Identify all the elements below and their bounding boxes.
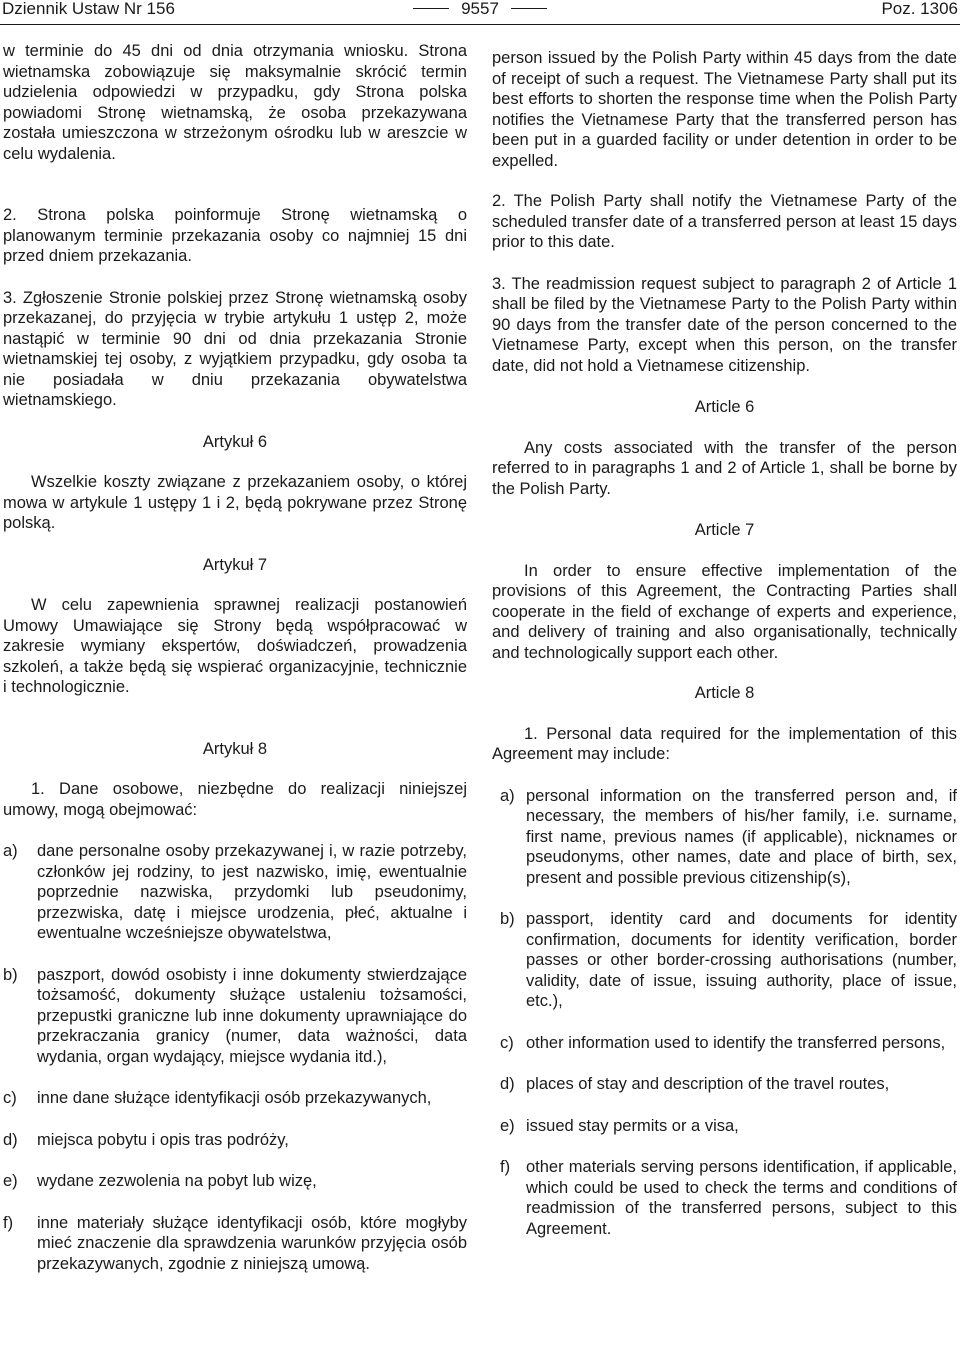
- pl-list-text: inne dane służące identyfikacji osób przekazywanych,: [37, 1089, 432, 1107]
- pl-list-item: [3, 1130, 467, 1151]
- en-list-item: [492, 1157, 957, 1239]
- dash-right: [511, 8, 547, 9]
- pl-list-marker: d): [3, 1130, 18, 1149]
- pl-list-text: paszport, dowód osobisty i inne dokumenty stwierdzające tożsamość, dokumenty służące ustaleniu tożsamości, przepustki graniczne lub inne dokumenty uprawniające do przekraczania granicy (numer, data ważności, data wydania, organ wydający, miejsce wydania itd.),: [37, 965, 467, 1066]
- en-list-marker: a): [500, 786, 515, 805]
- pl-paragraph-1: w terminie do 45 dni od dnia otrzymania wniosku. Strona wietnamska zobowiązuje się maksymalnie skrócić termin udzielenia odpowiedzi w przypadku, gdy Strona polska powiadomi Stronę wietnamską, że osoba przekazywana została umieszczona w strzeżonym ośrodku lub w areszcie w celu wydalenia.: [3, 42, 467, 163]
- en-list-item: [492, 786, 957, 889]
- pl-paragraph-2: 2. Strona polska poinformuje Stronę wietnamską o planowanym terminie przekazania osoby co najmniej 15 dni przed dniem przekazania.: [3, 206, 467, 265]
- pl-list-item: [3, 1213, 467, 1275]
- en-article-6-heading: Article 6: [694, 398, 755, 416]
- pl-list-item: [3, 841, 467, 944]
- english-column: [492, 37, 957, 1239]
- en-list-text: other materials serving persons identification, if applicable, which could be used to check the terms and conditions of readmission of the transferred persons, subject to this Agreement.: [526, 1158, 957, 1238]
- pl-list-item: [3, 965, 467, 1068]
- polish-column: [3, 37, 467, 1274]
- pl-list-item: [3, 1171, 467, 1192]
- en-paragraph-1: person issued by the Polish Party within 45 days from the date of receipt of such a request. The Vietnamese Party shall put its best efforts to shorten the response time when the Polish Party notifies the Vietnamese Party that the transferred person has been put in a guarded facility or under detention in order to be expelled.: [492, 49, 957, 170]
- pl-list-text: wydane zezwolenia na pobyt lub wizę,: [37, 1172, 317, 1190]
- position-number: Poz. 1306: [881, 0, 958, 18]
- en-list-marker: e): [500, 1116, 515, 1135]
- pl-list-item: [3, 1088, 467, 1109]
- en-list-text: places of stay and description of the travel routes,: [526, 1075, 890, 1093]
- en-article-8-heading: Article 8: [694, 684, 755, 702]
- en-list-item: [492, 1033, 957, 1054]
- en-article-6-text: Any costs associated with the transfer of the person referred to in paragraphs 1 and 2 of Article 1, shall be borne by the Polish Party.: [492, 438, 957, 498]
- pl-list-marker: b): [3, 965, 18, 984]
- en-list-text: passport, identity card and documents for identity confirmation, documents for identity verification, border passes or other border-crossing authorisations (number, validity, date of issue, issuing authority, place of issue, etc.),: [526, 910, 957, 1010]
- pl-article-8-heading: Artykuł 8: [202, 739, 268, 758]
- en-list-text: personal information on the transferred person and, if necessary, the members of his/her family, i.e. surname, first name, previous names (if applicable), nicknames or pseudonyms, other names, date and place of birth, sex, present and possible previous citizenship(s),: [526, 786, 957, 887]
- journal-title: Dziennik Ustaw Nr 156: [2, 0, 175, 18]
- page-number: 9557: [461, 0, 499, 18]
- pl-list-text: miejsca pobytu i opis tras podróży,: [37, 1130, 289, 1149]
- pl-article-8-intro: 1. Dane osobowe, niezbędne do realizacji niniejszej umowy, mogą obejmować:: [3, 780, 467, 819]
- pl-list-marker: e): [3, 1172, 18, 1190]
- en-paragraph-3: 3. The readmission request subject to paragraph 2 of Article 1 shall be filed by the Vietnamese Party to the Polish Party within 90 days from the transfer date of the person concerned to the Vietnamese Party, except when this person, on the transfer date, did not hold a Vietnamese citizenship.: [492, 274, 957, 375]
- en-list-item: [492, 1116, 957, 1137]
- en-list-text: issued stay permits or a visa,: [526, 1116, 739, 1135]
- en-list-marker: f): [500, 1158, 511, 1176]
- pl-article-7-text: W celu zapewnienia sprawnej realizacji postanowień Umowy Umawiające się Strony będą współpracować w zakresie wymiany ekspertów, doświadczeń, prowadzenia szkoleń, a także będą się wspierać organizacyjnie, technicznie i technologicznie.: [3, 596, 467, 696]
- pl-list-marker: a): [3, 842, 18, 860]
- pl-article-7-heading: Artykuł 7: [202, 555, 268, 574]
- en-list-marker: b): [500, 910, 515, 928]
- pl-list-text: dane personalne osoby przekazywanej i, w razie potrzeby, członków jej rodziny, to jest nazwisko, imię, ewentualnie poprzednie nazwiska, przydomki lub pseudonimy, przezwiska, datę i miejsce urodzenia, płeć, aktualne i ewentualne wcześniejsze obywatelstwa,: [37, 842, 467, 942]
- en-list-marker: d): [500, 1075, 515, 1093]
- pl-paragraph-3: 3. Zgłoszenie Stronie polskiej przez Stronę wietnamską osoby przekazanej, do przyjęcia w trybie artykułu 1 ustęp 2, może nastąpić w terminie 90 dni od dnia przekazania Stronie wietnamskiej tej osoby, z wyjątkiem przypadku, gdy osoba ta nie posiadała w dniu przekazania obywatelstwa wietnamskiego.: [3, 288, 467, 409]
- page-header: [0, 0, 960, 30]
- en-list-item: [492, 909, 957, 1012]
- en-article-8-intro: 1. Personal data required for the implementation of this Agreement may include:: [492, 724, 957, 763]
- en-list-marker: c): [500, 1033, 514, 1052]
- pl-list-marker: f): [3, 1213, 14, 1232]
- en-paragraph-2: 2. The Polish Party shall notify the Vietnamese Party of the scheduled transfer date of a transferred person at least 15 days prior to this date.: [492, 192, 957, 251]
- pl-list-marker: c): [3, 1089, 17, 1107]
- header-rule: [0, 24, 960, 25]
- pl-article-6-text: Wszelkie koszty związane z przekazaniem osoby, o której mowa w artykule 1 ustępy 1 i 2, będą pokrywane przez Stronę polską.: [3, 473, 467, 532]
- en-list-text: other information used to identify the transferred persons,: [526, 1033, 946, 1052]
- pl-list-text: inne materiały służące identyfikacji osób, które mogłyby mieć znaczenie dla sprawdzenia warunków przyjęcia osób przekazywanych, zgodnie z niniejszą umową.: [37, 1213, 467, 1273]
- page-number-group: [0, 0, 960, 17]
- en-article-7-heading: Article 7: [694, 521, 755, 539]
- en-list-item: [492, 1074, 957, 1095]
- pl-article-6-heading: Artykuł 6: [202, 432, 268, 451]
- dash-left: [413, 8, 449, 9]
- en-article-7-text: In order to ensure effective implementation of the provisions of this Agreement, the Contracting Parties shall cooperate in the field of exchange of experts and experience, and delivery of training and also organisationally, technically and technologically support each other.: [492, 561, 957, 662]
